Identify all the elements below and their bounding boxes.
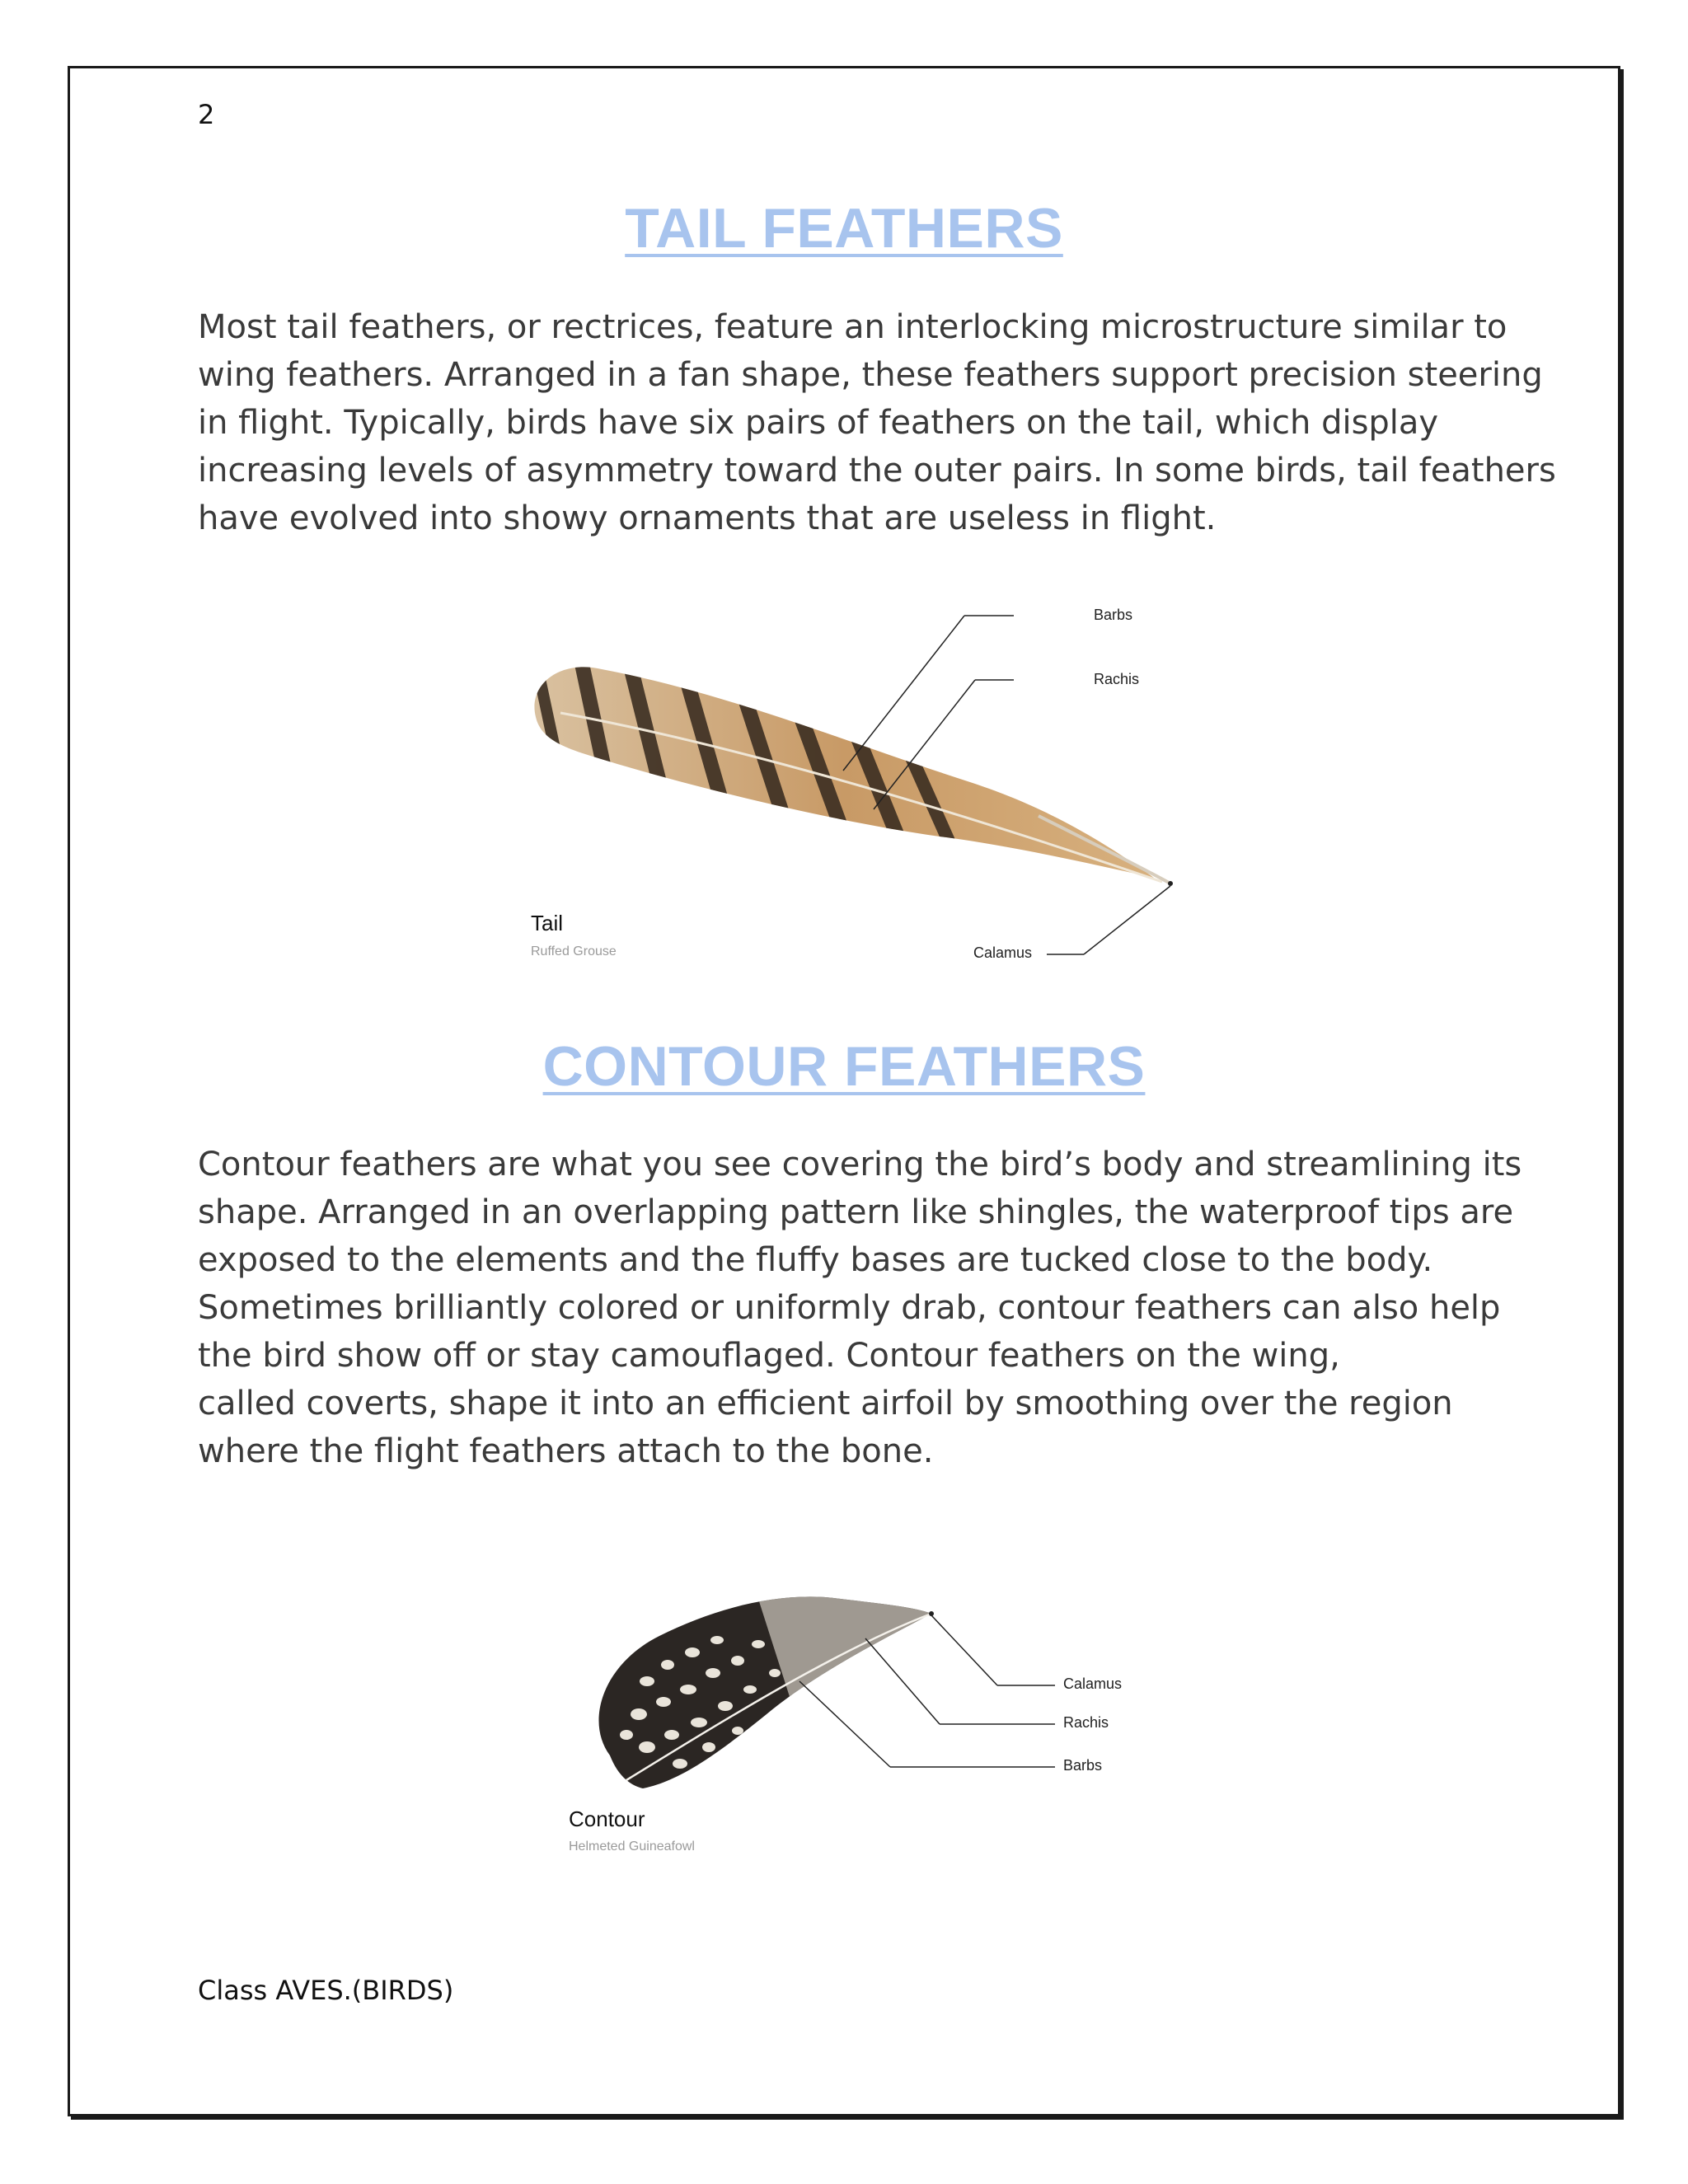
barbs-label: Barbs [1063, 1757, 1103, 1774]
paragraph-line: where the flight feathers attach to the bone. [198, 1432, 934, 1470]
paragraph-line: Most tail feathers, or rectrices, feature an interlocking microstructure similar to [198, 308, 1507, 346]
paragraph-line: increasing levels of asymmetry toward the outer pairs. In some birds, tail feathers [198, 452, 1556, 490]
paragraph-line: shape. Arranged in an overlapping pattern like shingles, the waterproof tips are [198, 1193, 1514, 1231]
tail-feathers-heading: TAIL FEATHERS [625, 197, 1063, 260]
paragraph-line: in flight. Typically, birds have six pairs of feathers on the tail, which display [198, 404, 1439, 442]
figure-subcaption: Ruffed Grouse [531, 944, 617, 958]
contour-feather-figure [569, 1549, 1179, 1863]
rachis-label: Rachis [1063, 1714, 1109, 1731]
paragraph-line: wing feathers. Arranged in a fan shape, these feathers support precision steering [198, 356, 1543, 394]
paragraph-line: the bird show off or stay camouflaged. Contour feathers on the wing, [198, 1337, 1340, 1375]
page-number: 2 [198, 99, 215, 130]
paragraph-line: exposed to the elements and the fluffy bases are tucked close to the body. [198, 1241, 1433, 1279]
tail-feather-illustration [511, 577, 1187, 972]
contour-feathers-heading: CONTOUR FEATHERS [542, 1035, 1146, 1098]
calamus-label: Calamus [973, 944, 1033, 961]
page-footer: Class AVES.(BIRDS) [198, 1975, 454, 2006]
contour-feather-illustration [569, 1549, 1179, 1863]
paragraph-line: called coverts, shape it into an efficient airfoil by smoothing over the region [198, 1385, 1453, 1422]
tail-feather-figure [511, 577, 1187, 972]
contour-feathers-paragraph [198, 1141, 1522, 1475]
paragraph-line: Sometimes brilliantly colored or uniformly drab, contour feathers can also help [198, 1289, 1501, 1327]
figure-caption: Contour [569, 1807, 645, 1831]
paragraph-line: have evolved into showy ornaments that are useless in flight. [198, 499, 1217, 537]
paragraph-line: Contour feathers are what you see covering the bird’s body and streamlining its [198, 1146, 1522, 1183]
rachis-label: Rachis [1094, 671, 1140, 687]
tail-feathers-paragraph [198, 303, 1556, 542]
figure-subcaption: Helmeted Guineafowl [569, 1840, 695, 1854]
barbs-label: Barbs [1094, 607, 1133, 623]
figure-caption: Tail [531, 911, 564, 935]
calamus-label: Calamus [1063, 1675, 1123, 1692]
